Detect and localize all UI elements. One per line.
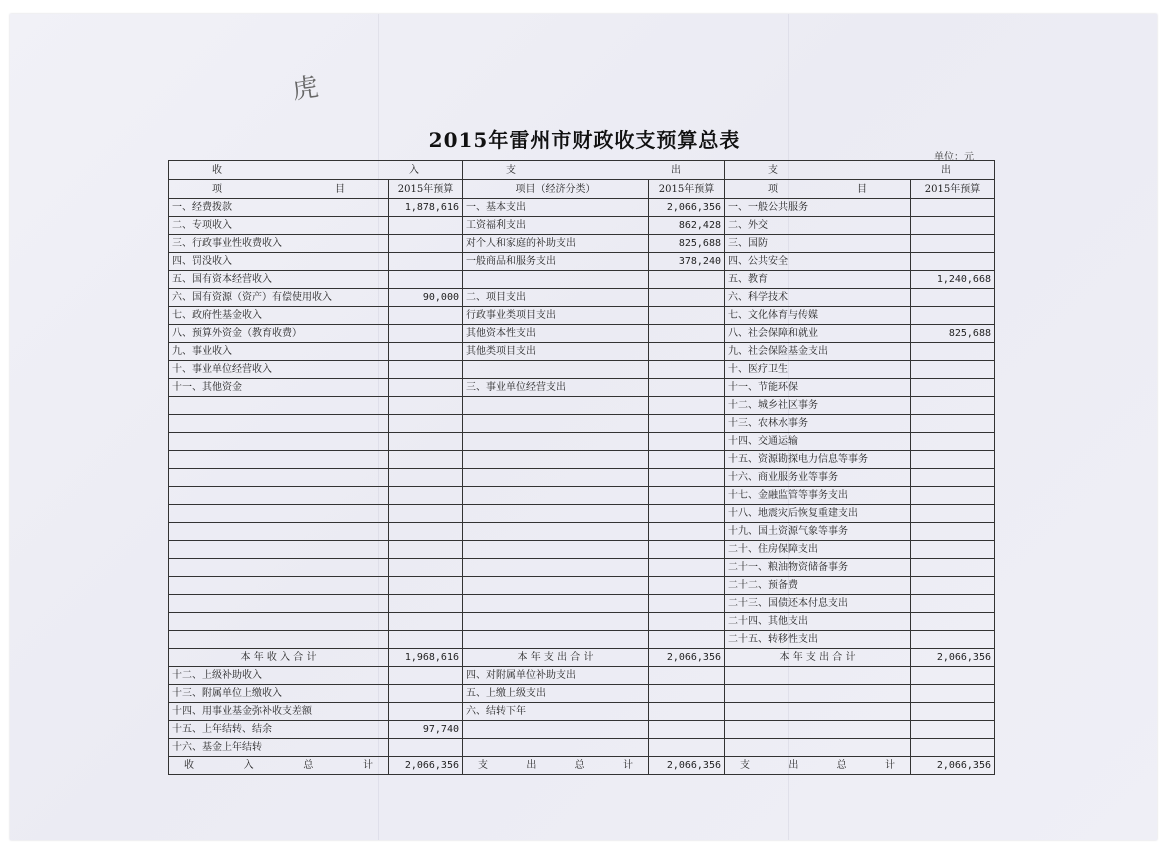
econ-value-cell bbox=[649, 739, 725, 757]
func-value-cell bbox=[911, 703, 995, 721]
func-value-cell bbox=[911, 523, 995, 541]
func-value-cell bbox=[911, 739, 995, 757]
econ-item-cell bbox=[463, 433, 649, 451]
func-value-cell bbox=[911, 577, 995, 595]
econ-value-cell bbox=[649, 595, 725, 613]
econ-value-cell bbox=[649, 397, 725, 415]
econ-budget-header: 2015年预算 bbox=[649, 180, 725, 199]
table-row bbox=[169, 451, 995, 469]
func-item-cell: 五、教育 bbox=[725, 271, 911, 289]
econ-item-cell: 三、事业单位经营支出 bbox=[463, 379, 649, 397]
income-grand-total-value: 2,066,356 bbox=[389, 757, 463, 775]
econ-value-cell bbox=[649, 271, 725, 289]
func-item-cell: 十八、地震灾后恢复重建支出 bbox=[725, 505, 911, 523]
income-value-cell bbox=[389, 577, 463, 595]
table-row bbox=[169, 199, 995, 217]
income-value-cell: 1,878,616 bbox=[389, 199, 463, 217]
func-value-cell bbox=[911, 505, 995, 523]
grand-total-label-char: 总 bbox=[303, 760, 314, 771]
table-row bbox=[169, 487, 995, 505]
income-item-cell bbox=[169, 451, 389, 469]
econ-value-cell bbox=[649, 307, 725, 325]
func-item-cell: 二十一、粮油物资储备事务 bbox=[725, 559, 911, 577]
income-item-cell: 十六、基金上年结转 bbox=[169, 739, 389, 757]
econ-item-cell: 一般商品和服务支出 bbox=[463, 253, 649, 271]
budget-table bbox=[168, 160, 995, 775]
income-item-cell bbox=[169, 433, 389, 451]
income-item-cell: 四、罚没收入 bbox=[169, 253, 389, 271]
income-item-cell: 六、国有资源（资产）有偿使用收入 bbox=[169, 289, 389, 307]
econ-item-header: 项目（经济分类） bbox=[463, 180, 649, 199]
func-item-cell: 二十、住房保障支出 bbox=[725, 541, 911, 559]
func-item-cell: 十四、交通运输 bbox=[725, 433, 911, 451]
table-row bbox=[169, 613, 995, 631]
econ-item-cell bbox=[463, 397, 649, 415]
income-value-cell bbox=[389, 739, 463, 757]
func-item-cell: 十六、商业服务业等事务 bbox=[725, 469, 911, 487]
econ-value-cell: 862,428 bbox=[649, 217, 725, 235]
table-row bbox=[169, 253, 995, 271]
income-item-cell: 五、国有资本经营收入 bbox=[169, 271, 389, 289]
func-item-cell: 八、社会保障和就业 bbox=[725, 325, 911, 343]
func-item-cell bbox=[725, 703, 911, 721]
table-row bbox=[169, 235, 995, 253]
econ-item-cell bbox=[463, 271, 649, 289]
func-value-cell bbox=[911, 199, 995, 217]
grand-total-label-char: 计 bbox=[362, 760, 373, 771]
table-row bbox=[169, 415, 995, 433]
econ-value-cell bbox=[649, 451, 725, 469]
econ-item-cell bbox=[463, 721, 649, 739]
func-value-cell: 825,688 bbox=[911, 325, 995, 343]
table-row bbox=[169, 685, 995, 703]
income-value-cell bbox=[389, 415, 463, 433]
income-value-cell bbox=[389, 613, 463, 631]
func-item-cell bbox=[725, 721, 911, 739]
group-header-row bbox=[169, 161, 995, 180]
grand-total-label-char: 收 bbox=[184, 760, 194, 771]
econ-value-cell bbox=[649, 685, 725, 703]
table-row bbox=[169, 361, 995, 379]
func-value-cell bbox=[911, 469, 995, 487]
income-item-cell: 十、事业单位经营收入 bbox=[169, 361, 389, 379]
func-value-cell bbox=[911, 217, 995, 235]
econ-value-cell bbox=[649, 559, 725, 577]
econ-item-cell bbox=[463, 559, 649, 577]
income-item-cell bbox=[169, 523, 389, 541]
func-subtotal-value: 2,066,356 bbox=[911, 649, 995, 667]
grand-total-label-char: 出 bbox=[788, 760, 799, 771]
func-item-cell: 六、科学技术 bbox=[725, 289, 911, 307]
econ-value-cell: 378,240 bbox=[649, 253, 725, 271]
income-item-cell bbox=[169, 595, 389, 613]
func-item-cell: 十、医疗卫生 bbox=[725, 361, 911, 379]
func-value-cell bbox=[911, 559, 995, 577]
unit-label: 单位：元 bbox=[934, 152, 974, 163]
table-row bbox=[169, 667, 995, 685]
subtotal-row bbox=[169, 649, 995, 667]
func-item-cell: 十三、农林水事务 bbox=[725, 415, 911, 433]
func-item-cell bbox=[725, 667, 911, 685]
table-row bbox=[169, 703, 995, 721]
econ-item-cell bbox=[463, 505, 649, 523]
func-value-cell bbox=[911, 361, 995, 379]
econ-item-cell: 行政事业类项目支出 bbox=[463, 307, 649, 325]
income-item-cell bbox=[169, 559, 389, 577]
func-item-cell: 二十二、预备费 bbox=[725, 577, 911, 595]
income-value-cell bbox=[389, 541, 463, 559]
func-item-cell: 十二、城乡社区事务 bbox=[725, 397, 911, 415]
econ-item-cell bbox=[463, 469, 649, 487]
econ-value-cell bbox=[649, 523, 725, 541]
func-value-cell bbox=[911, 541, 995, 559]
func-item-header: 项 目 bbox=[725, 180, 911, 199]
table-row bbox=[169, 523, 995, 541]
grand-total-row bbox=[169, 757, 995, 775]
income-value-cell: 97,740 bbox=[389, 721, 463, 739]
func-value-cell bbox=[911, 685, 995, 703]
econ-value-cell bbox=[649, 703, 725, 721]
income-budget-header: 2015年预算 bbox=[389, 180, 463, 199]
income-value-cell bbox=[389, 235, 463, 253]
func-item-cell: 七、文化体育与传媒 bbox=[725, 307, 911, 325]
econ-value-cell bbox=[649, 667, 725, 685]
func-subtotal-label: 本 年 支 出 合 计 bbox=[725, 649, 911, 667]
econ-item-cell: 其他类项目支出 bbox=[463, 343, 649, 361]
income-value-cell bbox=[389, 343, 463, 361]
income-value-cell bbox=[389, 487, 463, 505]
func-item-cell: 二十四、其他支出 bbox=[725, 613, 911, 631]
table-row bbox=[169, 343, 995, 361]
func-value-cell bbox=[911, 415, 995, 433]
econ-item-cell: 四、对附属单位补助支出 bbox=[463, 667, 649, 685]
grand-total-label-char: 总 bbox=[574, 760, 585, 771]
econ-value-cell bbox=[649, 631, 725, 649]
income-value-cell bbox=[389, 667, 463, 685]
income-value-cell bbox=[389, 379, 463, 397]
econ-item-cell bbox=[463, 361, 649, 379]
income-value-cell bbox=[389, 523, 463, 541]
table-row bbox=[169, 217, 995, 235]
func-value-cell bbox=[911, 487, 995, 505]
grand-total-label-char: 支 bbox=[740, 760, 750, 771]
income-item-cell: 十一、其他资金 bbox=[169, 379, 389, 397]
grand-total-label-char: 总 bbox=[836, 760, 847, 771]
table-row bbox=[169, 577, 995, 595]
econ-item-cell bbox=[463, 523, 649, 541]
income-item-cell: 二、专项收入 bbox=[169, 217, 389, 235]
econ-item-cell: 五、上缴上级支出 bbox=[463, 685, 649, 703]
income-value-cell bbox=[389, 217, 463, 235]
income-value-cell bbox=[389, 451, 463, 469]
func-item-cell bbox=[725, 739, 911, 757]
income-item-cell bbox=[169, 469, 389, 487]
econ-value-cell bbox=[649, 361, 725, 379]
table-row bbox=[169, 559, 995, 577]
income-item-cell bbox=[169, 505, 389, 523]
econ-grand-total-value: 2,066,356 bbox=[649, 757, 725, 775]
income-item-cell bbox=[169, 415, 389, 433]
table-row bbox=[169, 397, 995, 415]
econ-value-cell bbox=[649, 487, 725, 505]
econ-item-cell bbox=[463, 487, 649, 505]
income-value-cell bbox=[389, 397, 463, 415]
income-value-cell bbox=[389, 307, 463, 325]
grand-total-label-char: 出 bbox=[526, 760, 537, 771]
econ-value-cell bbox=[649, 379, 725, 397]
func-value-cell bbox=[911, 721, 995, 739]
func-item-cell: 一、一般公共服务 bbox=[725, 199, 911, 217]
income-item-cell: 八、预算外资金（教育收费） bbox=[169, 325, 389, 343]
income-item-cell bbox=[169, 541, 389, 559]
table-row bbox=[169, 595, 995, 613]
func-value-cell bbox=[911, 253, 995, 271]
econ-value-cell bbox=[649, 289, 725, 307]
income-value-cell bbox=[389, 469, 463, 487]
func-value-cell bbox=[911, 343, 995, 361]
econ-value-cell bbox=[649, 721, 725, 739]
econ-item-cell bbox=[463, 415, 649, 433]
econ-item-cell bbox=[463, 631, 649, 649]
func-item-cell: 十七、金融监管等事务支出 bbox=[725, 487, 911, 505]
econ-value-cell bbox=[649, 433, 725, 451]
income-value-cell bbox=[389, 595, 463, 613]
econ-value-cell bbox=[649, 325, 725, 343]
func-grand-total-label bbox=[725, 757, 911, 775]
income-value-cell bbox=[389, 685, 463, 703]
func-item-cell: 四、公共安全 bbox=[725, 253, 911, 271]
func-item-cell: 十五、资源勘探电力信息等事务 bbox=[725, 451, 911, 469]
func-item-cell: 二、外交 bbox=[725, 217, 911, 235]
income-value-cell bbox=[389, 361, 463, 379]
func-item-cell: 三、国防 bbox=[725, 235, 911, 253]
econ-item-cell: 对个人和家庭的补助支出 bbox=[463, 235, 649, 253]
econ-value-cell bbox=[649, 469, 725, 487]
income-value-cell bbox=[389, 703, 463, 721]
econ-value-cell: 2,066,356 bbox=[649, 199, 725, 217]
econ-value-cell bbox=[649, 415, 725, 433]
table-row bbox=[169, 433, 995, 451]
func-value-cell bbox=[911, 667, 995, 685]
income-item-header: 项 目 bbox=[169, 180, 389, 199]
income-value-cell bbox=[389, 325, 463, 343]
income-item-cell: 十二、上级补助收入 bbox=[169, 667, 389, 685]
grand-total-label-char: 计 bbox=[884, 760, 895, 771]
func-value-cell bbox=[911, 613, 995, 631]
func-budget-header: 2015年预算 bbox=[911, 180, 995, 199]
table-row bbox=[169, 739, 995, 757]
func-value-cell bbox=[911, 307, 995, 325]
econ-value-cell bbox=[649, 541, 725, 559]
income-item-cell: 一、经费拨款 bbox=[169, 199, 389, 217]
document-title: 2015年雷州市财政收支预算总表 bbox=[428, 128, 741, 152]
income-value-cell bbox=[389, 505, 463, 523]
func-value-cell: 1,240,668 bbox=[911, 271, 995, 289]
income-group-header: 收 入 bbox=[169, 161, 463, 180]
income-value-cell bbox=[389, 433, 463, 451]
income-subtotal-label: 本 年 收 入 合 计 bbox=[169, 649, 389, 667]
income-item-cell: 七、政府性基金收入 bbox=[169, 307, 389, 325]
econ-item-cell: 工资福利支出 bbox=[463, 217, 649, 235]
func-grand-total-value: 2,066,356 bbox=[911, 757, 995, 775]
table-row bbox=[169, 721, 995, 739]
econ-item-cell: 六、结转下年 bbox=[463, 703, 649, 721]
table-row bbox=[169, 325, 995, 343]
income-grand-total-label bbox=[169, 757, 389, 775]
income-value-cell: 90,000 bbox=[389, 289, 463, 307]
econ-value-cell bbox=[649, 577, 725, 595]
econ-item-cell bbox=[463, 577, 649, 595]
func-expense-group-header: 支 出 bbox=[725, 161, 995, 180]
grand-total-label-char: 入 bbox=[243, 760, 254, 771]
income-item-cell bbox=[169, 613, 389, 631]
table-row bbox=[169, 379, 995, 397]
econ-subtotal-label: 本 年 支 出 合 计 bbox=[463, 649, 649, 667]
column-header-row bbox=[169, 180, 995, 199]
table-row bbox=[169, 541, 995, 559]
econ-grand-total-label bbox=[463, 757, 649, 775]
income-value-cell bbox=[389, 253, 463, 271]
func-value-cell bbox=[911, 451, 995, 469]
econ-item-cell bbox=[463, 595, 649, 613]
table-row bbox=[169, 289, 995, 307]
func-value-cell bbox=[911, 433, 995, 451]
func-value-cell bbox=[911, 631, 995, 649]
table-row bbox=[169, 505, 995, 523]
econ-value-cell bbox=[649, 343, 725, 361]
income-item-cell: 十五、上年结转、结余 bbox=[169, 721, 389, 739]
income-item-cell bbox=[169, 397, 389, 415]
income-item-cell: 十三、附属单位上缴收入 bbox=[169, 685, 389, 703]
income-item-cell bbox=[169, 631, 389, 649]
econ-item-cell: 一、基本支出 bbox=[463, 199, 649, 217]
econ-item-cell bbox=[463, 613, 649, 631]
func-item-cell bbox=[725, 685, 911, 703]
econ-item-cell bbox=[463, 541, 649, 559]
func-value-cell bbox=[911, 289, 995, 307]
income-item-cell: 九、事业收入 bbox=[169, 343, 389, 361]
econ-value-cell bbox=[649, 505, 725, 523]
econ-value-cell: 825,688 bbox=[649, 235, 725, 253]
table-row bbox=[169, 271, 995, 289]
func-value-cell bbox=[911, 379, 995, 397]
func-item-cell: 十一、节能环保 bbox=[725, 379, 911, 397]
econ-value-cell bbox=[649, 613, 725, 631]
income-item-cell bbox=[169, 487, 389, 505]
func-value-cell bbox=[911, 595, 995, 613]
func-item-cell: 十九、国土资源气象等事务 bbox=[725, 523, 911, 541]
income-value-cell bbox=[389, 631, 463, 649]
func-value-cell bbox=[911, 235, 995, 253]
grand-total-label-char: 支 bbox=[478, 760, 488, 771]
econ-item-cell: 二、项目支出 bbox=[463, 289, 649, 307]
income-subtotal-value: 1,968,616 bbox=[389, 649, 463, 667]
econ-item-cell bbox=[463, 739, 649, 757]
table-row bbox=[169, 631, 995, 649]
func-item-cell: 九、社会保险基金支出 bbox=[725, 343, 911, 361]
econ-subtotal-value: 2,066,356 bbox=[649, 649, 725, 667]
func-item-cell: 二十三、国债还本付息支出 bbox=[725, 595, 911, 613]
income-value-cell bbox=[389, 559, 463, 577]
table-row bbox=[169, 307, 995, 325]
income-value-cell bbox=[389, 271, 463, 289]
income-item-cell: 三、行政事业性收费收入 bbox=[169, 235, 389, 253]
income-item-cell: 十四、用事业基金弥补收支差额 bbox=[169, 703, 389, 721]
func-value-cell bbox=[911, 397, 995, 415]
econ-item-cell bbox=[463, 451, 649, 469]
func-item-cell: 二十五、转移性支出 bbox=[725, 631, 911, 649]
income-item-cell bbox=[169, 577, 389, 595]
econ-item-cell: 其他资本性支出 bbox=[463, 325, 649, 343]
econ-expense-group-header: 支 出 bbox=[463, 161, 725, 180]
table-row bbox=[169, 469, 995, 487]
grand-total-label-char: 计 bbox=[622, 760, 633, 771]
handwritten-mark: 虎 bbox=[290, 72, 321, 106]
